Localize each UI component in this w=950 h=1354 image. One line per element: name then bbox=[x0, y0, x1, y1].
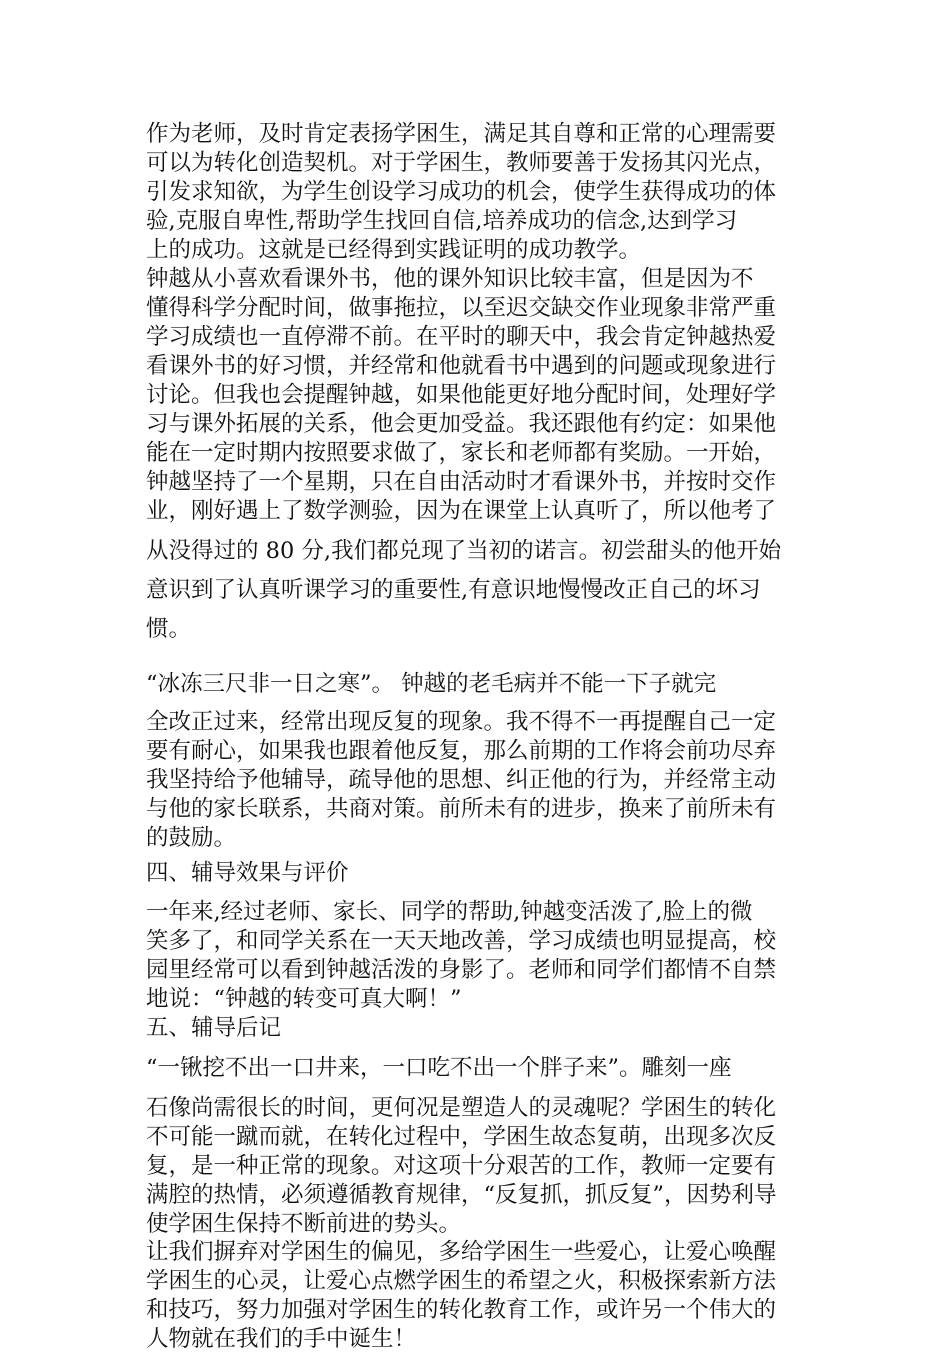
text-line: 复，是一种正常的现象。对这项十分艰苦的工作，教师一定要有 bbox=[146, 1153, 777, 1179]
text-line: 满腔的热情，必须遵循教育规律，“反复抓，抓反复”，因势利导 bbox=[146, 1182, 777, 1208]
text-line: 的鼓励。 bbox=[146, 825, 237, 851]
text-line: “冰冻三尺非一日之寒”。 钟越的老毛病并不能一下子就完 bbox=[146, 671, 717, 697]
text-line: 石像尚需很长的时间，更何况是塑造人的灵魂呢？学困生的转化 bbox=[146, 1095, 777, 1121]
text-line: 习与课外拓展的关系，他会更加受益。我还跟他有约定：如果他 bbox=[146, 411, 777, 437]
text-line: 笑多了，和同学关系在一天天地改善，学习成绩也明显提高，校 bbox=[146, 928, 777, 954]
text-line: “一锹挖不出一口井来，一口吃不出一个胖子来”。雕刻一座 bbox=[146, 1055, 732, 1081]
section-heading: 四、辅导效果与评价 bbox=[146, 860, 349, 886]
text-line: 我坚持给予他辅导，疏导他的思想、纠正他的行为，并经常主动 bbox=[146, 767, 777, 793]
text-line: 地说：“钟越的转变可真大啊！” bbox=[146, 986, 462, 1012]
text-line: 能在一定时期内按照要求做了，家长和老师都有奖励。一开始， bbox=[146, 440, 777, 466]
text-line: 验,克服自卑性,帮助学生找回自信,培养成功的信念,达到学习 bbox=[146, 208, 738, 234]
text-line: 作为老师，及时肯定表扬学困生，满足其自尊和正常的心理需要 bbox=[146, 121, 777, 147]
text-line: 钟越从小喜欢看课外书，他的课外知识比较丰富，但是因为不 bbox=[146, 266, 754, 292]
text-line: 一年来,经过老师、家长、同学的帮助,钟越变活泼了,脸上的微 bbox=[146, 899, 753, 925]
text-line: 全改正过来，经常出现反复的现象。我不得不一再提醒自己一定 bbox=[146, 709, 777, 735]
text-line: 上的成功。这就是已经得到实践证明的成功教学。 bbox=[146, 237, 642, 263]
text-line: 学习成绩也一直停滞不前。在平时的聊天中，我会肯定钟越热爱 bbox=[146, 324, 777, 350]
text-line: 可以为转化创造契机。对于学困生，教师要善于发扬其闪光点， bbox=[146, 150, 777, 176]
text-line: 人物就在我们的手中诞生！ bbox=[146, 1326, 417, 1352]
text-line: 看课外书的好习惯，并经常和他就看书中遇到的问题或现象进行 bbox=[146, 353, 777, 379]
text-line: 和技巧，努力加强对学困生的转化教育工作，或许另一个伟大的 bbox=[146, 1297, 777, 1323]
text-line: 园里经常可以看到钟越活泼的身影了。老师和同学们都情不自禁 bbox=[146, 957, 777, 983]
text-line: 让我们摒弃对学困生的偏见，多给学困生一些爱心，让爱心唤醒 bbox=[146, 1239, 777, 1265]
text-line: 意识到了认真听课学习的重要性,有意识地慢慢改正自己的坏习 bbox=[146, 577, 761, 603]
text-line: 懂得科学分配时间，做事拖拉，以至迟交缺交作业现象非常严重 bbox=[146, 295, 777, 321]
text-line: 使学困生保持不断前进的势头。 bbox=[146, 1211, 462, 1237]
text-line: 要有耐心，如果我也跟着他反复，那么前期的工作将会前功尽弃 bbox=[146, 738, 777, 764]
section-heading: 五、辅导后记 bbox=[146, 1015, 282, 1041]
text-line: 惯。 bbox=[146, 616, 192, 642]
text-line: 不可能一蹴而就，在转化过程中，学困生故态复萌，出现多次反 bbox=[146, 1124, 777, 1150]
text-line: 从没得过的 80 分,我们都兑现了当初的诺言。初尝甜头的他开始 bbox=[146, 538, 782, 564]
text-line: 业，刚好遇上了数学测验，因为在课堂上认真听了，所以他考了 bbox=[146, 498, 777, 524]
text-line: 引发求知欲，为学生创设学习成功的机会，使学生获得成功的体 bbox=[146, 179, 777, 205]
text-line: 讨论。但我也会提醒钟越，如果他能更好地分配时间，处理好学 bbox=[146, 382, 777, 408]
text-line: 与他的家长联系，共商对策。前所未有的进步，换来了前所未有 bbox=[146, 796, 777, 822]
text-line: 钟越坚持了一个星期，只在自由活动时才看课外书，并按时交作 bbox=[146, 469, 777, 495]
text-line: 学困生的心灵，让爱心点燃学困生的希望之火，积极探索新方法 bbox=[146, 1268, 777, 1294]
